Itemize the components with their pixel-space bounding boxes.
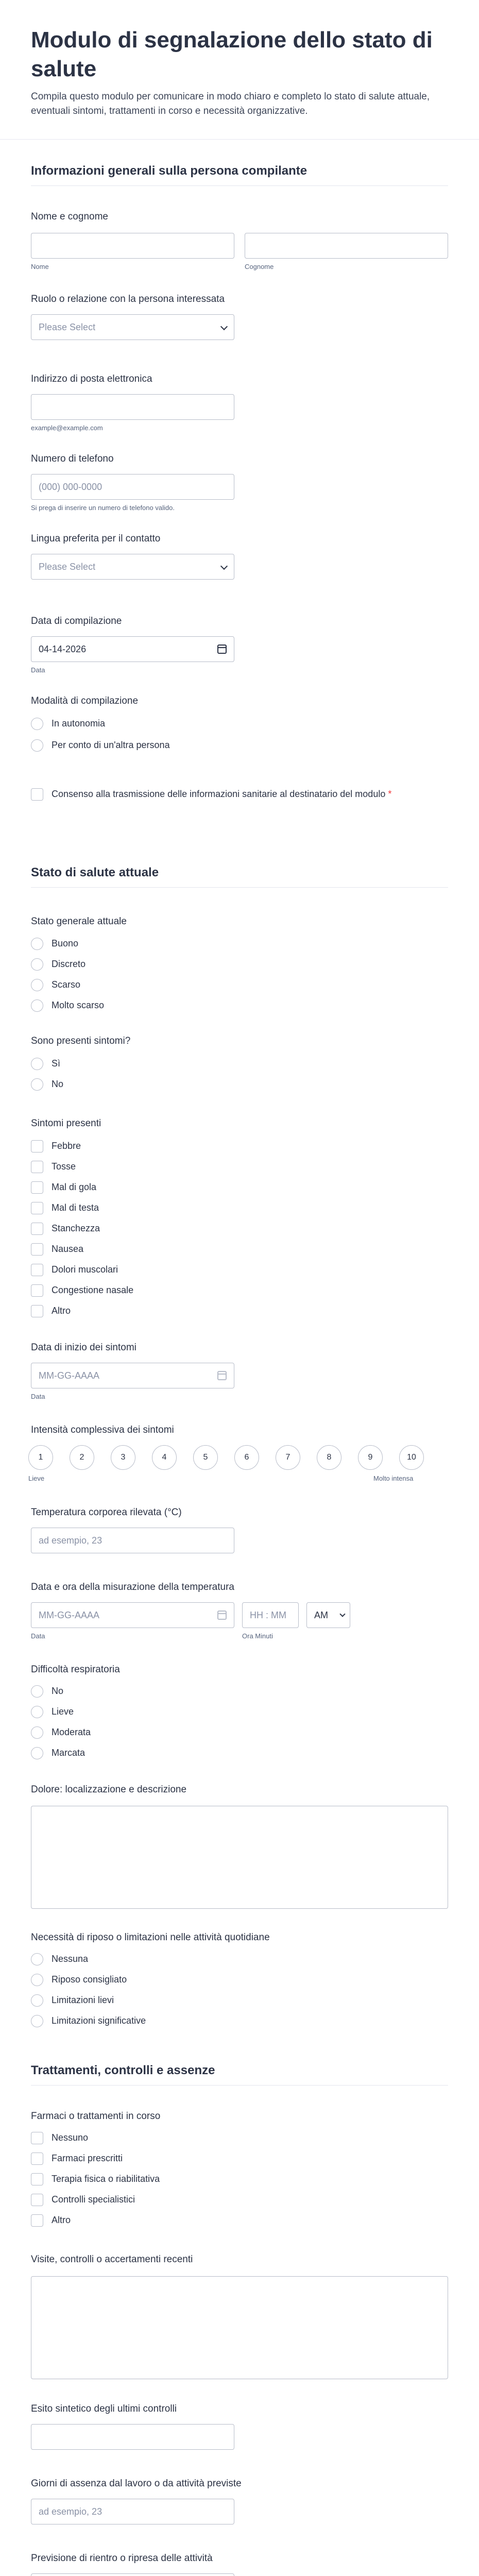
outcome-label: Esito sintetico degli ultimi controlli: [31, 2403, 177, 2414]
checkbox[interactable]: [31, 2214, 43, 2227]
radio-button[interactable]: [31, 1706, 43, 1718]
radio-button[interactable]: [31, 979, 43, 991]
scale-option-5[interactable]: 5: [193, 1445, 218, 1470]
phone-input[interactable]: [31, 474, 234, 500]
language-label: Lingua preferita per il contatto: [31, 533, 161, 544]
checkbox[interactable]: [31, 2132, 43, 2144]
consent-label: Consenso alla trasmissione delle informazioni sanitarie al destinatario del modulo: [52, 789, 386, 799]
radio-button[interactable]: [31, 2015, 43, 2027]
temp-time-placeholder: HH : MM: [250, 1610, 286, 1620]
checkbox[interactable]: [31, 2153, 43, 2165]
scale-option-4[interactable]: 4: [152, 1445, 177, 1470]
section-divider: [31, 185, 448, 186]
scale-option-10[interactable]: 10: [399, 1445, 424, 1470]
scale-option-8[interactable]: 8: [317, 1445, 341, 1470]
symptom-start-input[interactable]: [31, 1363, 234, 1388]
return-date-label: Previsione di rientro o ripresa delle attività: [31, 2553, 213, 2564]
temperature-label: Temperatura corporea rilevata (°C): [31, 1507, 182, 1518]
pain-label: Dolore: localizzazione e descrizione: [31, 1784, 187, 1795]
return-date-input[interactable]: [31, 2573, 234, 2576]
temp-datetime-label: Data e ora della misurazione della temperatura: [31, 1582, 234, 1592]
form-header: [0, 0, 479, 118]
compile-date-sublabel: Data: [31, 666, 45, 674]
radio-button[interactable]: [31, 938, 43, 950]
symptom-start-sublabel: Data: [31, 1393, 45, 1400]
has-symptoms-label: Sono presenti sintomi?: [31, 1036, 131, 1046]
email-input[interactable]: [31, 394, 234, 420]
pain-textarea[interactable]: [31, 1806, 448, 1909]
checkbox[interactable]: [31, 1202, 43, 1214]
role-select-value: Please Select: [39, 322, 96, 332]
calendar-icon[interactable]: [217, 645, 227, 654]
radio-button[interactable]: [31, 1974, 43, 1986]
absence-input[interactable]: [31, 2499, 234, 2524]
checkbox[interactable]: [31, 788, 43, 801]
calendar-icon[interactable]: [217, 1611, 227, 1620]
last-name-sublabel: Cognome: [245, 263, 274, 270]
ampm-select[interactable]: [306, 1602, 350, 1628]
temp-time-input[interactable]: [242, 1602, 299, 1628]
temp-date-placeholder: MM-GG-AAAA: [39, 1610, 100, 1620]
chevron-down-icon: [220, 563, 228, 570]
symptoms-label: Sintomi presenti: [31, 1118, 101, 1129]
drugs-label: Farmaci o trattamenti in corso: [31, 2111, 161, 2122]
absence-label: Giorni di assenza dal lavoro o da attività previste: [31, 2478, 242, 2489]
visits-label: Visite, controlli o accertamenti recenti: [31, 2254, 193, 2265]
checkbox[interactable]: [31, 1140, 43, 1153]
section-title-health: Stato di salute attuale: [31, 866, 159, 879]
section-title-treatments: Trattamenti, controlli e assenze: [31, 2063, 215, 2077]
rest-label: Necessità di riposo o limitazioni nelle attività quotidiane: [31, 1932, 270, 1943]
outcome-input[interactable]: [31, 2424, 234, 2450]
temperature-placeholder: ad esempio, 23: [39, 1535, 102, 1546]
symptom-start-label: Data di inizio dei sintomi: [31, 1342, 136, 1353]
scale-option-3[interactable]: 3: [111, 1445, 135, 1470]
section-divider: [31, 887, 448, 888]
calendar-icon[interactable]: [217, 1371, 227, 1380]
temperature-input[interactable]: [31, 1528, 234, 1553]
chevron-down-icon: [220, 323, 228, 330]
ampm-value: AM: [314, 1610, 328, 1620]
compile-mode-label: Modalità di compilazione: [31, 696, 139, 706]
temp-date-sublabel: Data: [31, 1632, 45, 1640]
email-label: Indirizzo di posta elettronica: [31, 374, 152, 384]
radio-button[interactable]: [31, 958, 43, 971]
scale-option-6[interactable]: 6: [234, 1445, 259, 1470]
absence-placeholder: ad esempio, 23: [39, 2506, 102, 2517]
form-subtitle: Compila questo modulo per comunicare in modo chiaro e completo lo stato di salute attuale, eventuali sintomi, trattamenti in corso e necessità organizzative.: [31, 91, 430, 116]
intensity-label: Intensità complessiva dei sintomi: [31, 1425, 174, 1435]
section-divider: [31, 2085, 448, 2086]
scale-option-7[interactable]: 7: [276, 1445, 300, 1470]
phone-sublabel: Si prega di inserire un numero di telefono valido.: [31, 504, 175, 512]
checkbox[interactable]: [31, 1305, 43, 1317]
radio-button[interactable]: [31, 1078, 43, 1091]
header-divider: [0, 139, 479, 140]
radio-button[interactable]: [31, 718, 43, 730]
last-name-input[interactable]: [245, 233, 448, 259]
scale-option-1[interactable]: 1: [28, 1445, 53, 1470]
phone-label: Numero di telefono: [31, 453, 114, 464]
checkbox[interactable]: [31, 1243, 43, 1256]
scale-high-label: Molto intensa: [373, 1475, 414, 1482]
checkbox[interactable]: [31, 1223, 43, 1235]
radio-button[interactable]: [31, 1726, 43, 1739]
form-card: Modulo di segnalazione dello stato di salute Compila questo modulo per comunicare in modo chiaro e completo lo stato di salute attuale, eventuali sintomi, trattamenti in corso e necessità organizzative. Informazioni generali sulla persona compilante Nome e cognome Nome Cognome Ruolo o relazione con la persona interessata Please Select Indirizzo di posta elettronica example@example.com Numero di telefono (000) 000-0000 Si prega di inserire un numero di telefono valido. Lingua preferita per il contatto Please Select Data di compilazione 04-14-2026 Data Modalità di compilazione In autonomia Per conto di un'altra persona Consenso alla trasmissione delle informazioni sanitarie al destinatario del modulo * Stato di salute attuale Stato generale attuale Buono Discreto Scarso Molto scarso Sono presenti sintomi? Sì No Sintomi presenti Febbre Tosse Mal di gola Mal di testa Stanchezza Nausea Dolori muscolari Congestione nasale Altro Data di inizio dei sintomi MM-GG-AAAA Data Intensità complessiva dei sintomi 1 2 3 4 5 6 7 8 9 10 Lieve Molto intensa Temperatura corporea rilevata (°C) ad esempio, 23 Data e ora della misurazione della temperatura MM-GG-AAAA HH : MM AM Data Ora Minuti Difficoltà respiratoria No Lieve Moderata Marcata Dolore: localizzazione e descrizione Necessità di riposo o limitazioni nelle attività quotidiane Nessuna Riposo consigliato Limitazioni lievi Limitazioni significative Trattamenti, controlli e assenze Farmaci o trattamenti in corso Nessuno Farmaci prescritti Terapia fisica o riabilitativa Controlli specialistici Altro Visite, controlli o accertamenti recenti Esito sintetico degli ultimi controlli Giorni di assenza dal lavoro o da attività previste ad esempio, 23 Previsione di rientro o ripresa delle attività: [0, 0, 479, 2576]
compile-date-input[interactable]: [31, 636, 234, 662]
temp-date-input[interactable]: [31, 1602, 234, 1628]
radio-button[interactable]: [31, 739, 43, 752]
checkbox[interactable]: [31, 1284, 43, 1297]
checkbox[interactable]: [31, 1181, 43, 1194]
role-label: Ruolo o relazione con la persona interessata: [31, 294, 225, 304]
phone-placeholder: (000) 000-0000: [39, 482, 102, 492]
radio-button[interactable]: [31, 999, 43, 1012]
email-sublabel: example@example.com: [31, 424, 103, 432]
scale-option-9[interactable]: 9: [358, 1445, 383, 1470]
temp-time-sublabel: Ora Minuti: [242, 1632, 273, 1640]
required-mark: *: [388, 789, 392, 799]
checkbox[interactable]: [31, 1161, 43, 1173]
first-name-input[interactable]: [31, 233, 234, 259]
scale-low-label: Lieve: [28, 1475, 45, 1482]
compile-date-label: Data di compilazione: [31, 616, 122, 626]
checkbox[interactable]: [31, 2194, 43, 2206]
role-select[interactable]: [31, 314, 234, 340]
language-select[interactable]: [31, 554, 234, 580]
symptom-start-placeholder: MM-GG-AAAA: [39, 1370, 100, 1381]
language-select-value: Please Select: [39, 562, 96, 572]
visits-textarea[interactable]: [31, 2276, 448, 2379]
form-title: Modulo di segnalazione dello stato di salute: [31, 27, 433, 81]
radio-button[interactable]: [31, 1058, 43, 1070]
checkbox[interactable]: [31, 1264, 43, 1276]
radio-button[interactable]: [31, 1747, 43, 1759]
general-state-label: Stato generale attuale: [31, 916, 127, 927]
radio-button[interactable]: [31, 1953, 43, 1965]
chevron-down-icon: [339, 1611, 345, 1617]
scale-option-2[interactable]: 2: [70, 1445, 94, 1470]
section-title-general: Informazioni generali sulla persona compilante: [31, 164, 307, 178]
checkbox[interactable]: [31, 2173, 43, 2185]
first-name-sublabel: Nome: [31, 263, 49, 270]
compile-date-value: 04-14-2026: [39, 644, 87, 654]
radio-button[interactable]: [31, 1685, 43, 1698]
radio-button[interactable]: [31, 1994, 43, 2007]
breathing-label: Difficoltà respiratoria: [31, 1664, 120, 1675]
name-label: Nome e cognome: [31, 211, 108, 222]
